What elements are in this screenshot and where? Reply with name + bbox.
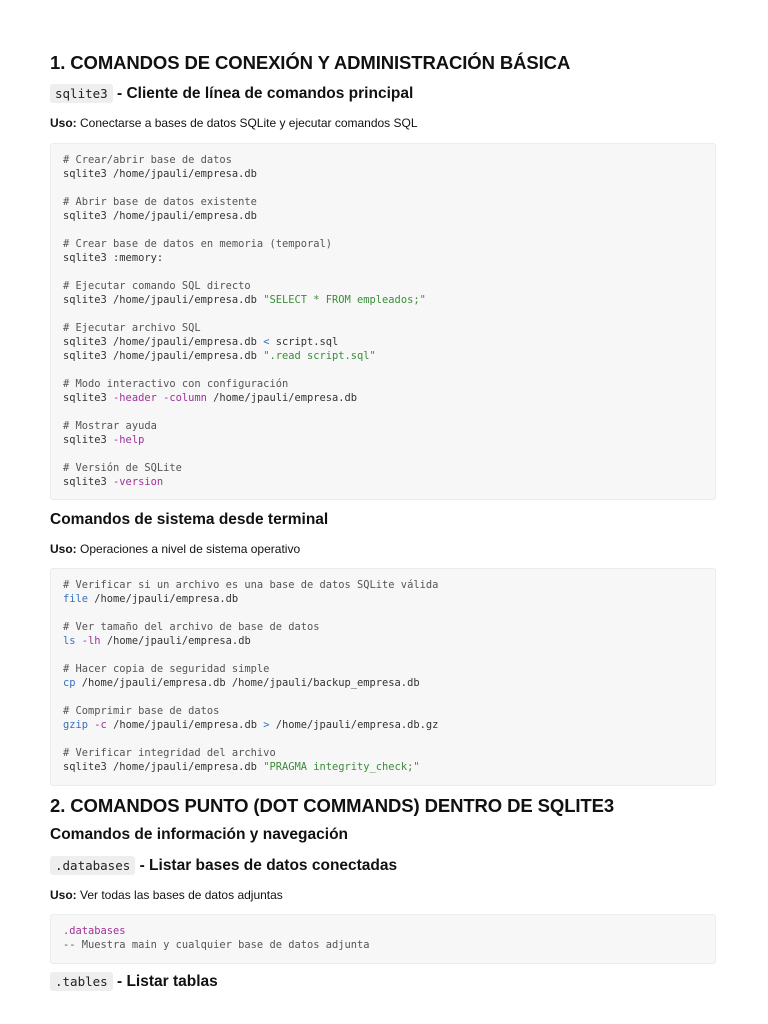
code-line bbox=[63, 938, 703, 952]
usage-text: Operaciones a nivel de sistema operativo bbox=[76, 542, 301, 556]
code-line bbox=[63, 760, 703, 774]
code-line bbox=[63, 620, 703, 634]
code-line bbox=[63, 662, 703, 676]
databases-heading-text: - Listar bases de datos conectadas bbox=[135, 857, 398, 874]
code-line bbox=[63, 237, 703, 251]
code-token: /home/jpauli/empresa.db /home/jpauli/backup_empresa.db bbox=[75, 677, 420, 689]
code-token: # Verificar si un archivo es una base de datos SQLite válida bbox=[63, 579, 439, 591]
code-token: gzip bbox=[63, 719, 89, 731]
code-block-databases bbox=[50, 914, 716, 964]
code-line bbox=[63, 419, 703, 433]
code-line bbox=[63, 475, 703, 489]
code-token: < bbox=[263, 336, 270, 348]
code-line bbox=[63, 676, 703, 690]
code-token: script.sql bbox=[269, 336, 339, 348]
code-token: -c bbox=[94, 719, 107, 731]
code-line bbox=[63, 195, 703, 209]
code-token: sqlite3 bbox=[63, 392, 114, 404]
info-navigation-heading: Comandos de información y navegación bbox=[50, 826, 349, 843]
code-blank-line bbox=[63, 606, 703, 620]
usage-line-3 bbox=[50, 888, 283, 902]
code-token: # Crear/abrir base de datos bbox=[63, 154, 232, 166]
code-token: sqlite3 :memory: bbox=[63, 252, 164, 264]
code-line bbox=[63, 433, 703, 447]
code-token: # Hacer copia de seguridad simple bbox=[63, 663, 270, 675]
code-block-system-commands bbox=[50, 568, 716, 786]
usage-label: Uso: bbox=[50, 888, 77, 902]
code-blank-line bbox=[63, 265, 703, 279]
code-line bbox=[63, 461, 703, 475]
code-line bbox=[63, 167, 703, 181]
code-token: > bbox=[263, 719, 270, 731]
code-token: /home/jpauli/empresa.db bbox=[100, 635, 251, 647]
code-line bbox=[63, 209, 703, 223]
code-token: /home/jpauli/empresa.db bbox=[206, 392, 358, 404]
tables-inline-code: .tables bbox=[50, 972, 113, 991]
code-token: # Crear base de datos en memoria (temporal) bbox=[63, 238, 332, 250]
code-token: -header bbox=[113, 392, 157, 404]
code-token: # Versión de SQLite bbox=[63, 462, 182, 474]
code-token: sqlite3 /home/jpauli/empresa.db bbox=[63, 168, 257, 180]
code-blank-line bbox=[63, 181, 703, 195]
usage-text: Ver todas las bases de datos adjuntas bbox=[76, 888, 283, 902]
code-token: .databases bbox=[63, 925, 126, 937]
code-blank-line bbox=[63, 690, 703, 704]
code-line bbox=[63, 293, 703, 307]
code-token: ls bbox=[63, 635, 76, 647]
code-token: cp bbox=[63, 677, 76, 689]
code-token: -version bbox=[113, 476, 164, 488]
code-line bbox=[63, 592, 703, 606]
databases-inline-code: .databases bbox=[50, 856, 135, 875]
code-line bbox=[63, 335, 703, 349]
code-line bbox=[63, 634, 703, 648]
code-token: sqlite3 /home/jpauli/empresa.db bbox=[63, 294, 264, 306]
code-token: ".read script.sql" bbox=[263, 350, 376, 362]
code-line bbox=[63, 578, 703, 592]
section-1-heading: 1. COMANDOS DE CONEXIÓN Y ADMINISTRACIÓN BÁSICA bbox=[50, 52, 571, 73]
code-token: sqlite3 bbox=[63, 476, 114, 488]
tables-heading-text: - Listar tablas bbox=[112, 973, 218, 990]
code-token: # Comprimir base de datos bbox=[63, 705, 220, 717]
code-token: "PRAGMA integrity_check;" bbox=[263, 761, 420, 773]
code-line bbox=[63, 321, 703, 335]
code-token: sqlite3 bbox=[63, 434, 114, 446]
code-token: file bbox=[63, 593, 89, 605]
code-token: sqlite3 /home/jpauli/empresa.db bbox=[63, 350, 264, 362]
code-blank-line bbox=[63, 732, 703, 746]
code-line bbox=[63, 746, 703, 760]
code-line bbox=[63, 391, 703, 405]
databases-heading bbox=[50, 857, 397, 875]
usage-text: Conectarse a bases de datos SQLite y ejecutar comandos SQL bbox=[76, 116, 418, 130]
code-token: # Ver tamaño del archivo de base de datos bbox=[63, 621, 320, 633]
code-blank-line bbox=[63, 405, 703, 419]
code-line bbox=[63, 251, 703, 265]
code-line bbox=[63, 704, 703, 718]
code-token: # Abrir base de datos existente bbox=[63, 196, 257, 208]
code-line bbox=[63, 153, 703, 167]
usage-line-1 bbox=[50, 116, 418, 130]
tables-heading bbox=[50, 973, 218, 991]
code-token: /home/jpauli/empresa.db bbox=[106, 719, 264, 731]
sqlite3-heading-text: - Cliente de línea de comandos principal bbox=[112, 85, 414, 102]
code-token: sqlite3 /home/jpauli/empresa.db bbox=[63, 761, 264, 773]
code-token: # Modo interactivo con configuración bbox=[63, 378, 289, 390]
code-token: # Ejecutar archivo SQL bbox=[63, 322, 201, 334]
code-blank-line bbox=[63, 447, 703, 461]
code-token: /home/jpauli/empresa.db bbox=[88, 593, 239, 605]
code-blank-line bbox=[63, 363, 703, 377]
usage-label: Uso: bbox=[50, 542, 77, 556]
code-line bbox=[63, 924, 703, 938]
code-token: # Mostrar ayuda bbox=[63, 420, 157, 432]
code-token: -help bbox=[113, 434, 145, 446]
code-token: # Verificar integridad del archivo bbox=[63, 747, 276, 759]
usage-line-2 bbox=[50, 542, 300, 556]
code-token: sqlite3 /home/jpauli/empresa.db bbox=[63, 210, 257, 222]
code-blank-line bbox=[63, 307, 703, 321]
code-blank-line bbox=[63, 223, 703, 237]
code-line bbox=[63, 349, 703, 363]
system-commands-heading: Comandos de sistema desde terminal bbox=[50, 511, 329, 528]
code-token: /home/jpauli/empresa.db.gz bbox=[269, 719, 439, 731]
code-token: -- Muestra main y cualquier base de datos adjunta bbox=[63, 939, 370, 951]
code-line bbox=[63, 377, 703, 391]
code-blank-line bbox=[63, 648, 703, 662]
code-block-sqlite3 bbox=[50, 143, 716, 500]
code-line bbox=[63, 718, 703, 732]
section-2-heading: 2. COMANDOS PUNTO (DOT COMMANDS) DENTRO DE SQLITE3 bbox=[50, 795, 615, 816]
code-token: -column bbox=[163, 392, 207, 404]
sqlite3-inline-code: sqlite3 bbox=[50, 84, 113, 103]
sqlite3-heading bbox=[50, 85, 413, 103]
usage-label: Uso: bbox=[50, 116, 77, 130]
code-token: sqlite3 /home/jpauli/empresa.db bbox=[63, 336, 264, 348]
code-token: # Ejecutar comando SQL directo bbox=[63, 280, 251, 292]
code-line bbox=[63, 279, 703, 293]
code-token: -lh bbox=[81, 635, 101, 647]
code-token: "SELECT * FROM empleados;" bbox=[263, 294, 426, 306]
